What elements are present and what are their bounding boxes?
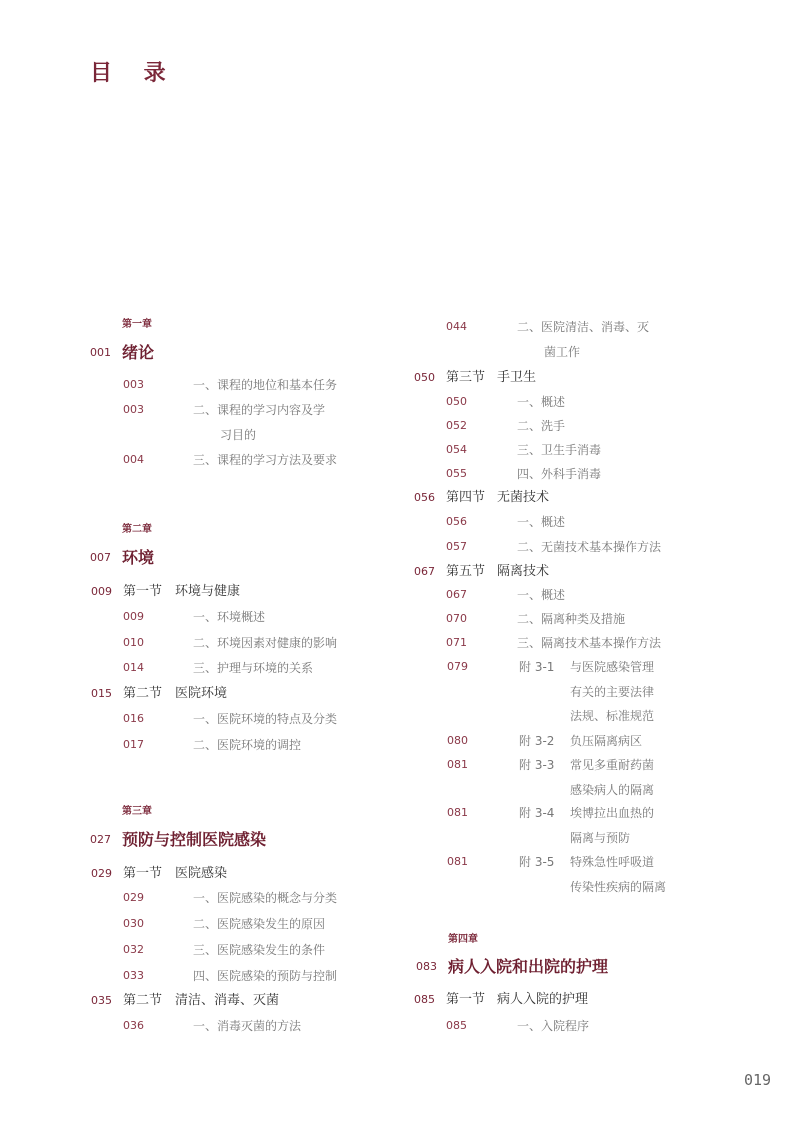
subsection-entry[interactable]: 一、概述 — [517, 515, 566, 529]
page-number: 019 — [744, 1071, 772, 1089]
subsection-page-number: 054 — [446, 443, 467, 456]
subsection-page-number: 057 — [446, 540, 467, 553]
section-title-entry[interactable]: 环境与健康 — [175, 584, 241, 599]
subsection-page-number: 033 — [123, 969, 144, 982]
appendix-title-entry[interactable]: 与医院感染管理 — [570, 660, 655, 674]
section-title-entry[interactable]: 隔离技术 — [497, 564, 550, 579]
section-title-entry[interactable]: 病人入院的护理 — [497, 992, 589, 1007]
subsection-entry[interactable]: 二、课程的学习内容及学 — [193, 403, 326, 417]
subsection-entry[interactable]: 三、隔离技术基本操作方法 — [517, 636, 662, 650]
subsection-entry[interactable]: 一、入院程序 — [517, 1019, 590, 1033]
page-title: 目 录 — [90, 60, 178, 86]
chapter-page-number: 001 — [90, 346, 111, 359]
subsection-page-number: 070 — [446, 612, 467, 625]
appendix-title-entry[interactable]: 特殊急性呼吸道 — [570, 855, 655, 869]
appendix-page-number: 081 — [447, 855, 468, 868]
appendix-title-entry[interactable]: 埃博拉出血热的 — [570, 806, 655, 820]
appendix-title-entry[interactable]: 隔离与预防 — [570, 830, 631, 845]
subsection-page-number: 016 — [123, 712, 144, 725]
section-page-number: 050 — [414, 371, 435, 384]
subsection-page-number: 003 — [123, 403, 144, 416]
appendix-page-number: 080 — [447, 734, 468, 747]
subsection-page-number: 032 — [123, 943, 144, 956]
subsection-page-number: 044 — [446, 320, 467, 333]
subsection-entry[interactable]: 二、医院感染发生的原因 — [193, 917, 326, 931]
subsection-entry[interactable]: 二、洗手 — [517, 419, 566, 433]
chapter-label: 第二章 — [122, 524, 152, 535]
section-label: 第一节 — [446, 992, 486, 1007]
subsection-page-number: 003 — [123, 378, 144, 391]
section-label: 第二节 — [123, 993, 163, 1008]
appendix-title-entry[interactable]: 法规、标准规范 — [570, 709, 655, 723]
chapter-title-entry[interactable]: 病人入院和出院的护理 — [448, 957, 609, 976]
appendix-page-number: 079 — [447, 660, 468, 673]
subsection-entry[interactable]: 三、护理与环境的关系 — [193, 661, 314, 675]
subsection-entry-continued[interactable]: 菌工作 — [544, 345, 581, 359]
subsection-entry[interactable]: 四、医院感染的预防与控制 — [193, 969, 338, 983]
subsection-entry[interactable]: 二、医院清洁、消毒、灭 — [517, 320, 650, 334]
subsection-entry[interactable]: 二、环境因素对健康的影响 — [193, 636, 338, 650]
section-label: 第一节 — [123, 584, 163, 599]
subsection-entry-continued[interactable]: 习目的 — [220, 428, 257, 442]
section-page-number: 056 — [414, 491, 435, 504]
appendix-title-entry[interactable]: 负压隔离病区 — [570, 734, 643, 748]
section-page-number: 035 — [91, 994, 112, 1007]
section-page-number: 009 — [91, 585, 112, 598]
subsection-page-number: 036 — [123, 1019, 144, 1032]
chapter-page-number: 083 — [416, 960, 437, 973]
chapter-label: 第一章 — [122, 319, 152, 330]
section-label: 第四节 — [446, 490, 486, 505]
appendix-page-number: 081 — [447, 806, 468, 819]
subsection-page-number: 050 — [446, 395, 467, 408]
chapter-title-entry[interactable]: 环境 — [122, 548, 155, 567]
section-label: 第五节 — [446, 564, 486, 579]
subsection-entry[interactable]: 一、概述 — [517, 395, 566, 409]
subsection-page-number: 029 — [123, 891, 144, 904]
chapter-title-entry[interactable]: 预防与控制医院感染 — [122, 830, 267, 849]
appendix-title-entry[interactable]: 感染病人的隔离 — [570, 782, 655, 797]
appendix-label: 附 3-5 — [519, 855, 555, 869]
appendix-label: 附 3-3 — [519, 758, 555, 772]
subsection-entry[interactable]: 二、隔离种类及措施 — [517, 612, 626, 626]
section-page-number: 029 — [91, 867, 112, 880]
chapter-label: 第四章 — [448, 934, 478, 945]
subsection-entry[interactable]: 一、医院感染的概念与分类 — [193, 891, 338, 905]
subsection-entry[interactable]: 一、医院环境的特点及分类 — [193, 712, 338, 726]
appendix-title-entry[interactable]: 有关的主要法律 — [570, 684, 655, 699]
subsection-page-number: 017 — [123, 738, 144, 751]
subsection-entry[interactable]: 四、外科手消毒 — [517, 467, 602, 481]
appendix-label: 附 3-1 — [519, 660, 555, 674]
appendix-label: 附 3-4 — [519, 806, 555, 820]
subsection-page-number: 055 — [446, 467, 467, 480]
section-label: 第三节 — [446, 370, 486, 385]
subsection-entry[interactable]: 三、卫生手消毒 — [517, 443, 602, 457]
appendix-title-entry[interactable]: 常见多重耐药菌 — [570, 758, 655, 772]
chapter-page-number: 007 — [90, 551, 111, 564]
subsection-page-number: 085 — [446, 1019, 467, 1032]
subsection-entry[interactable]: 一、环境概述 — [193, 610, 266, 624]
subsection-entry[interactable]: 一、课程的地位和基本任务 — [193, 378, 338, 392]
subsection-page-number: 071 — [446, 636, 467, 649]
subsection-page-number: 004 — [123, 453, 144, 466]
subsection-entry[interactable]: 一、概述 — [517, 588, 566, 602]
subsection-entry[interactable]: 二、无菌技术基本操作方法 — [517, 540, 662, 554]
appendix-label: 附 3-2 — [519, 734, 555, 748]
subsection-page-number: 056 — [446, 515, 467, 528]
subsection-entry[interactable]: 三、医院感染发生的条件 — [193, 943, 326, 957]
section-title-entry[interactable]: 清洁、消毒、灭菌 — [175, 993, 280, 1008]
section-title-entry[interactable]: 手卫生 — [497, 370, 537, 385]
appendix-page-number: 081 — [447, 758, 468, 771]
section-label: 第一节 — [123, 866, 163, 881]
section-page-number: 085 — [414, 993, 435, 1006]
chapter-label: 第三章 — [122, 806, 152, 817]
chapter-page-number: 027 — [90, 833, 111, 846]
subsection-page-number: 009 — [123, 610, 144, 623]
subsection-entry[interactable]: 一、消毒灭菌的方法 — [193, 1019, 302, 1033]
subsection-page-number: 052 — [446, 419, 467, 432]
appendix-title-entry[interactable]: 传染性疾病的隔离 — [570, 879, 667, 894]
subsection-page-number: 010 — [123, 636, 144, 649]
subsection-page-number: 030 — [123, 917, 144, 930]
subsection-page-number: 014 — [123, 661, 144, 674]
subsection-entry[interactable]: 二、医院环境的调控 — [193, 738, 302, 752]
section-label: 第二节 — [123, 686, 163, 701]
subsection-entry[interactable]: 三、课程的学习方法及要求 — [193, 453, 338, 467]
section-page-number: 067 — [414, 565, 435, 578]
section-title-entry[interactable]: 医院环境 — [175, 686, 228, 701]
section-page-number: 015 — [91, 687, 112, 700]
subsection-page-number: 067 — [446, 588, 467, 601]
chapter-title-entry[interactable]: 绪论 — [122, 343, 155, 362]
section-title-entry[interactable]: 医院感染 — [175, 866, 228, 881]
section-title-entry[interactable]: 无菌技术 — [497, 490, 550, 505]
